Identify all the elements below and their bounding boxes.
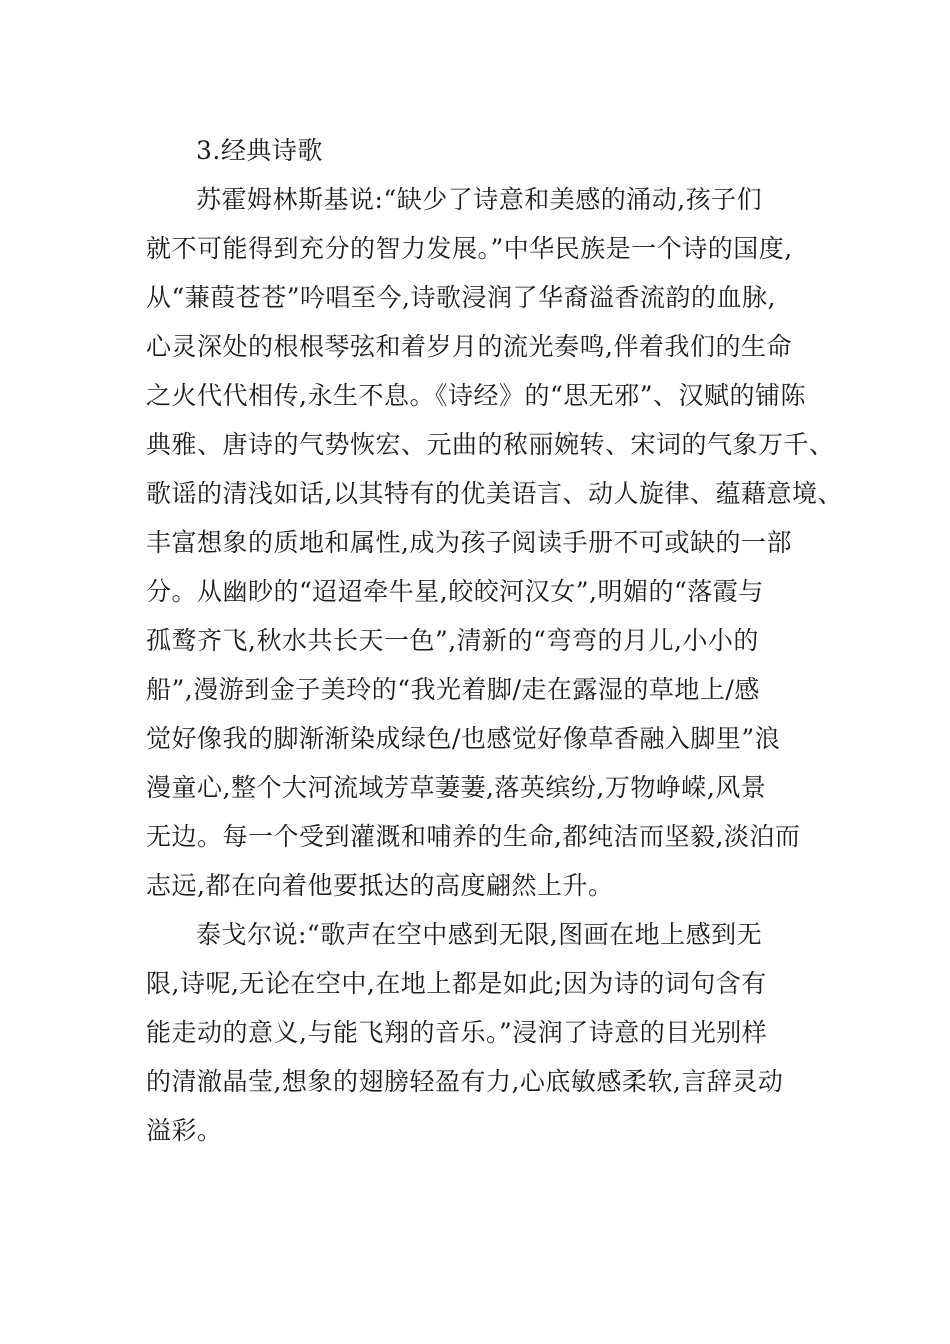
- paragraph-line: 能走动的意义,与能飞翔的音乐。”浸润了诗意的目光别样: [146, 1018, 768, 1047]
- paragraph-line: 孤鹜齐飞,秋水共长天一色”,清新的“弯弯的月儿,小小的: [146, 626, 759, 655]
- paragraph-line: 典雅、唐诗的气势恢宏、元曲的秾丽婉转、宋词的气象万千、: [146, 430, 835, 459]
- paragraph-line: 限,诗呢,无论在空中,在地上都是如此;因为诗的词句含有: [146, 969, 767, 998]
- paragraph-line: 的清澈晶莹,想象的翅膀轻盈有力,心底敏感柔软,言辞灵动: [146, 1067, 784, 1096]
- paragraph-line: 歌谣的清浅如话,以其特有的优美语言、动人旋律、蕴藉意境、: [146, 479, 843, 508]
- paragraph-line: 漫童心,整个大河流域芳草萋萋,落英缤纷,万物峥嵘,风景: [146, 773, 767, 802]
- paragraph-line: 溢彩。: [146, 1116, 223, 1145]
- paragraph-line: 之火代代相传,永生不息。《诗经》的“思无邪”、汉赋的铺陈: [146, 381, 807, 410]
- paragraph-line: 觉好像我的脚渐渐染成绿色/也感觉好像草香融入脚里”浪: [146, 724, 781, 753]
- paragraph-line: 船”,漫游到金子美玲的“我光着脚/走在露湿的草地上/感: [146, 675, 760, 704]
- paragraph-line: 从“蒹葭苍苍”吟唱至今,诗歌浸润了华裔溢香流韵的血脉,: [146, 283, 776, 312]
- paragraph-line: 丰富想象的质地和属性,成为孩子阅读手册不可或缺的一部: [146, 528, 792, 557]
- section-heading: 3.经典诗歌: [196, 136, 323, 165]
- paragraph-line: 心灵深处的根根琴弦和着岁月的流光奏鸣,伴着我们的生命: [146, 332, 792, 361]
- document-body: [146, 126, 846, 1155]
- paragraph-line: 泰戈尔说:“歌声在空中感到无限,图画在地上感到无: [196, 920, 763, 949]
- paragraph-line: 苏霍姆林斯基说:“缺少了诗意和美感的涌动,孩子们: [196, 185, 763, 214]
- paragraph-line: 就不可能得到充分的智力发展。”中华民族是一个诗的国度,: [146, 234, 793, 263]
- paragraph-line: 无边。每一个受到灌溉和哺养的生命,都纯洁而坚毅,淡泊而: [146, 822, 801, 851]
- paragraph-line: 分。从幽眇的“迢迢牵牛星,皎皎河汉女”,明媚的“落霞与: [146, 577, 764, 606]
- paragraph-line: 志远,都在向着他要抵达的高度翩然上升。: [146, 871, 614, 900]
